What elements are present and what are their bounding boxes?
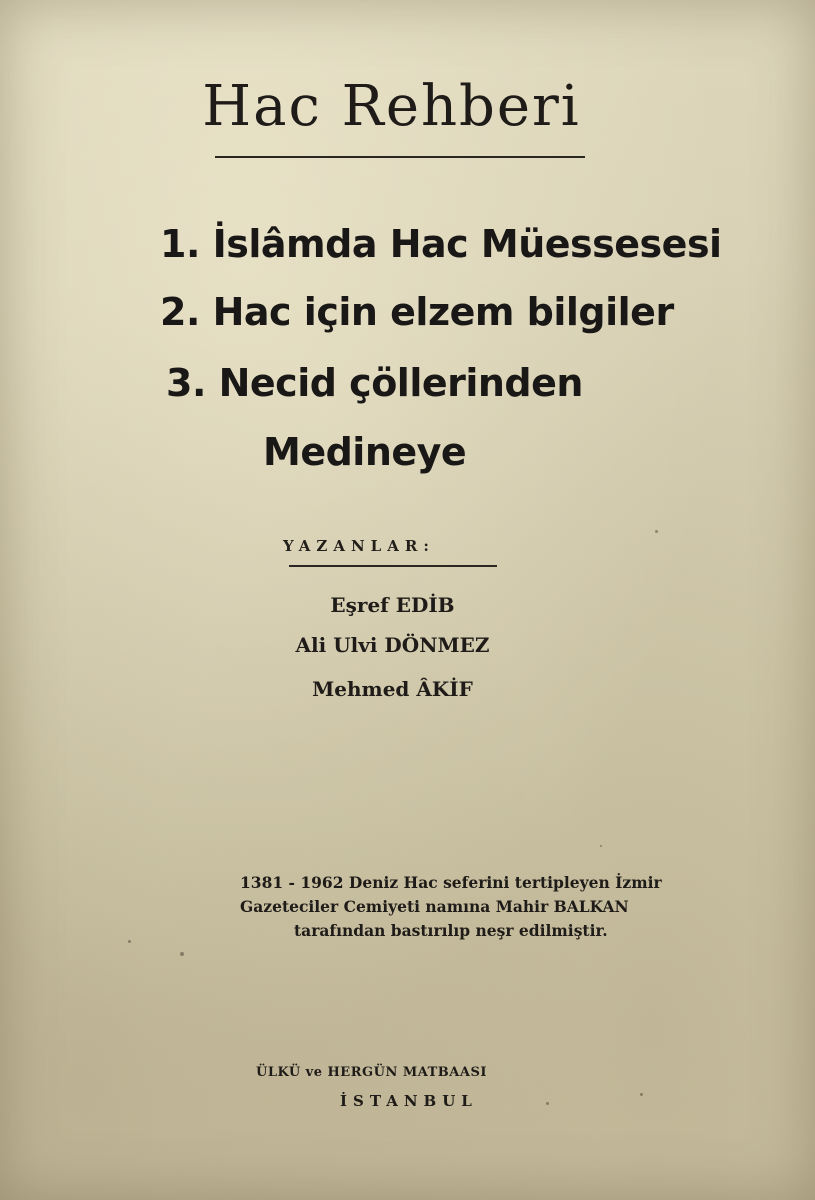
publication-note-line: tarafından bastırılıp neşr edilmiştir. <box>294 921 608 940</box>
paper-speck <box>640 1093 643 1096</box>
publication-note-line: 1381 - 1962 Deniz Hac seferini tertipleyen İzmir <box>240 873 662 892</box>
contents-item-3-continued: Medineye <box>263 430 467 474</box>
authors-heading: YAZANLAR: <box>283 537 435 555</box>
authors-divider <box>289 565 497 567</box>
author-name: Mehmed ÂKİF <box>312 677 473 701</box>
contents-item-1: 1. İslâmda Hac Müessesesi <box>160 222 722 266</box>
title-divider <box>215 156 585 158</box>
printer-name: ÜLKÜ ve HERGÜN MATBAASI <box>256 1065 487 1080</box>
paper-speck <box>600 845 602 847</box>
document-title: Hac Rehberi <box>202 74 581 139</box>
paper-speck <box>128 940 131 943</box>
author-name: Eşref EDİB <box>330 593 455 617</box>
contents-item-3: 3. Necid çöllerinden <box>166 361 583 405</box>
contents-item-2: 2. Hac için elzem bilgiler <box>160 290 674 334</box>
paper-speck <box>180 952 184 956</box>
printer-city: İSTANBUL <box>340 1092 478 1110</box>
author-name: Ali Ulvi DÖNMEZ <box>295 633 490 657</box>
paper-speck <box>655 530 658 533</box>
paper-speck <box>546 1102 549 1105</box>
publication-note-line: Gazeteciler Cemiyeti namına Mahir BALKAN <box>240 897 629 916</box>
